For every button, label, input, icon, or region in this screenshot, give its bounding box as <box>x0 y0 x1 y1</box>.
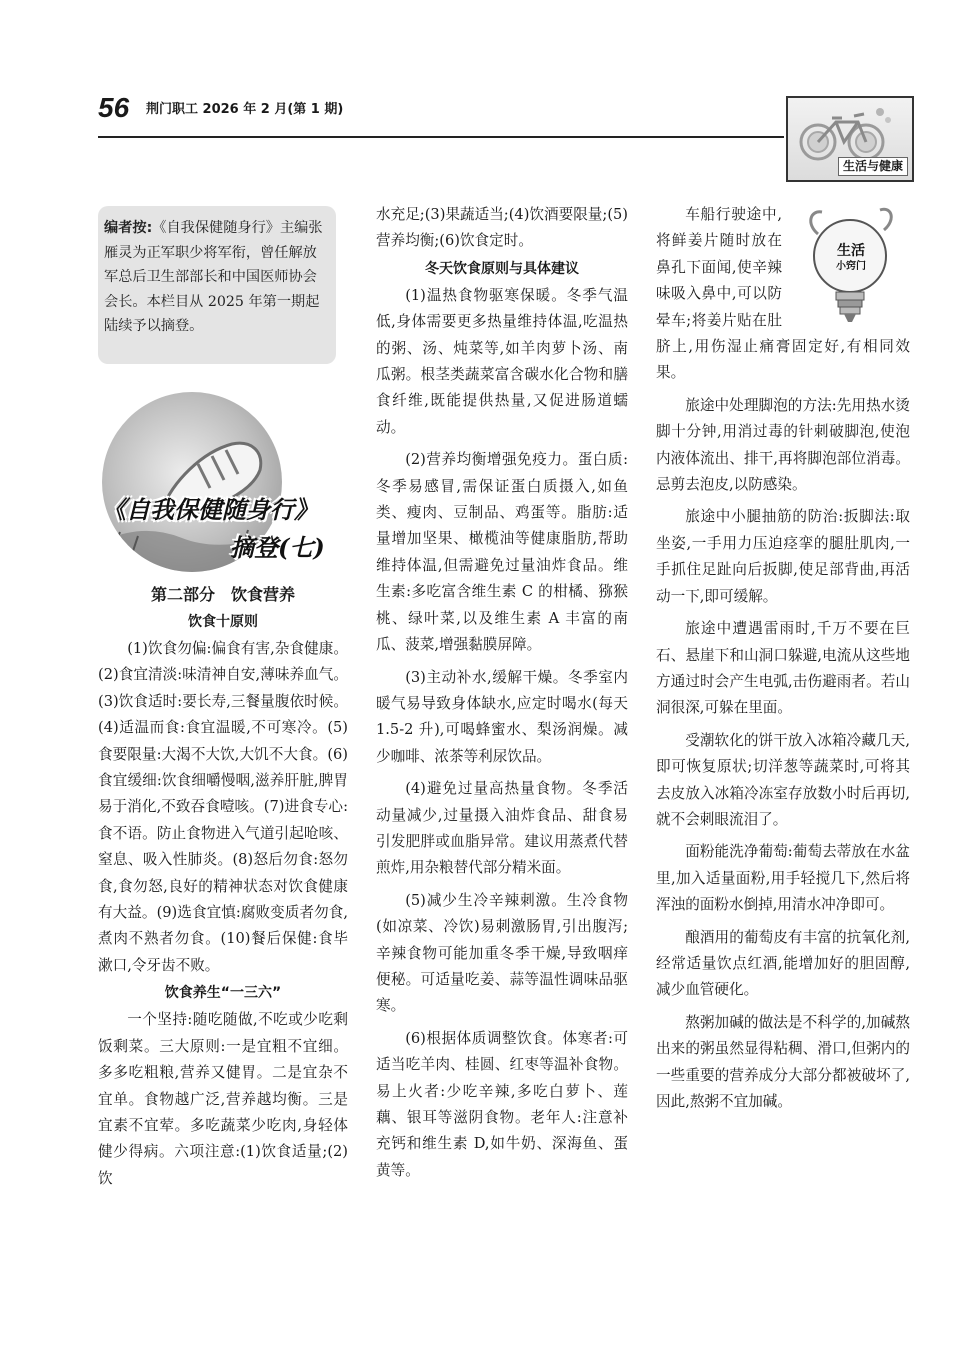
journal-issue: 荆门职工 2026 年 2 月(第 1 期) <box>146 102 344 117</box>
paragraph: (1)温热食物驱寒保暖。冬季气温低,身体需要更多热量维持体温,吃温热的粥、汤、炖菜等,如羊肉萝卜汤、南瓜粥。根茎类蔬菜富含碳水化合物和膳食纤维,既能提供热量,又促进肠道蠕动。 <box>376 286 628 436</box>
paragraph: 受潮软化的饼干放入冰箱冷藏几天,即可恢复原状;切洋葱等蔬菜时,可将其去皮放入冰箱冷冻室存放数小时后再切,就不会刺眼流泪了。 <box>656 731 910 828</box>
column-2 <box>376 202 628 1184</box>
paragraph: 旅途中小腿抽筋的防治:扳脚法:取坐姿,一手用力压迫痉挛的腿肚肌肉,一手抓住足趾向后扳脚,使足部背曲,再活动一下,即可缓解。 <box>656 508 910 605</box>
paragraph: (3)主动补水,缓解干燥。冬季室内暖气易导致身体缺水,应定时喝水(每天 1.5-2 升),可喝蜂蜜水、梨汤润燥。减少咖啡、浓茶等利尿饮品。 <box>376 668 628 765</box>
paragraph: 酿酒用的葡萄皮有丰富的抗氧化剂,经常适量饮点红酒,能增加好的胆固醇,减少血管硬化。 <box>656 928 910 999</box>
section-heading: 冬天饮食原则与具体建议 <box>425 260 579 277</box>
page-header <box>98 92 784 138</box>
section-heading: 饮食养生“一三六” <box>164 985 282 1002</box>
editor-note-label: 编者按: <box>104 220 153 236</box>
series-hero <box>98 392 356 582</box>
paragraph: (5)减少生冷辛辣刺激。生冷食物(如凉菜、冷饮)易刺激肠胃,引出腹泻;辛辣食物可能加重冬季干燥,导致咽痒便秘。可适量吃姜、蒜等温性调味品驱寒。 <box>376 891 628 1015</box>
paragraph: 熬粥加碱的做法是不科学的,加碱熬出来的粥虽然显得粘稠、滑口,但粥内的一些重要的营养成分大部分都被破坏了,因此,熬粥不宜加碱。 <box>656 1013 910 1110</box>
paragraph: 车船行驶途中,将鲜姜片随时放在鼻孔下面闻,使辛辣味吸入鼻中,可以防晕车;将姜片贴在肚脐上,用伤湿止痛膏固定好,有相同效果。 <box>656 206 910 382</box>
column-1 <box>98 608 348 1192</box>
paragraph: 一个坚持:随吃随做,不吃或少吃剩饭剩菜。三大原则:一是宜粗不宜细。多多吃粗粮,营养又健胃。二是宜杂不宜单。食物越广泛,营养越均衡。三是宜素不宜荤。多吃蔬菜少吃肉,身轻体健少得病。六项注意:(1)饮食适量;(2)饮 <box>98 1011 348 1187</box>
paragraph: (1)饮食勿偏:偏食有害,杂食健康。(2)食宜清淡:味清神自安,薄味养血气。(3)饮食适时:要长寿,三餐量腹依时候。(4)适温而食:食宜温暖,不可寒冷。(5)食要限量:大渴不大饮,大饥不大食。(6)食宜缓细:饮食细嚼慢咽,滋养肝脏,脾胃易于消化,不致吞食噎咳。(7)进食专心:食不语。防止食物进入气道引起呛咳、窒息、吸入性肺炎。(8)怒后勿食:怒勿食,食勿怒,良好的精神状态对饮食健康有大益。(9)选食宜慎:腐败变质者勿食,煮肉不熟者勿食。(10)餐后保健:食毕漱口,令牙齿不败。 <box>98 640 348 974</box>
paragraph: 旅途中处理脚泡的方法:先用热水烫脚十分钟,用消过毒的针刺破脚泡,使泡内液体流出、排干,再将脚泡部位消毒。忌剪去泡皮,以防感染。 <box>656 396 910 494</box>
tips-badge <box>790 204 910 328</box>
editor-note-text: 《自我保健随身行》主编张雁灵为正军职少将军衔，曾任解放军总后卫生部部长和中国医师协会会长。本栏目从 2025 年第一期起陆续予以摘登。 <box>104 220 323 334</box>
editor-note <box>98 206 336 364</box>
column-3 <box>656 202 910 1115</box>
column-badge-label: 生活与健康 <box>838 157 908 176</box>
paragraph: (6)根据体质调整饮食。体寒者:可适当吃羊肉、桂圆、红枣等温补食物。易上火者:少吃辛辣,多吃白萝卜、莲藕、银耳等滋阴食物。老年人:注意补充钙和维生素 D,如牛奶、深海鱼、蛋黄等。 <box>376 1029 628 1179</box>
paragraph: (2)营养均衡增强免疫力。蛋白质:冬季易感冒,需保证蛋白质摄入,如鱼类、瘦肉、豆制品、鸡蛋等。脂肪:适量增加坚果、橄榄油等健康脂肪,帮助维持体温,但需避免过量油炸食品。维生素:多吃富含维生素 C 的柑橘、猕猴桃、绿叶菜,以及维生素 A 丰富的南瓜、菠菜,增强黏膜屏障。 <box>376 451 628 654</box>
paragraph: 旅途中遭遇雷雨时,千万不要在巨石、悬崖下和山洞口躲避,电流从这些地方通过时会产生电弧,击伤避雨者。若山洞很深,可躲在里面。 <box>656 620 910 717</box>
tips-badge-line1: 生活 <box>837 243 865 259</box>
paragraph: 面粉能洗净葡萄:葡萄去蒂放在水盆里,加入适量面粉,用手轻搅几下,然后将浑浊的面粉水倒掉,用清水冲净即可。 <box>656 843 910 914</box>
series-title: 《自我保健随身行》 <box>102 495 318 524</box>
column-badge <box>786 96 914 182</box>
tips-badge-text <box>820 242 882 274</box>
series-subtitle: 摘登(七) <box>230 533 325 562</box>
page-number: 56 <box>98 92 130 123</box>
section-heading: 饮食十原则 <box>188 614 258 630</box>
tips-badge-line2: 小窍门 <box>836 261 866 272</box>
part-title: 第二部分 饮食营养 <box>150 585 295 604</box>
paragraph: (4)避免过量高热量食物。冬季活动量减少,过量摄入油炸食品、甜食易引发肥胖或血脂异常。建议用蒸煮代替煎炸,用杂粮替代部分精米面。 <box>376 780 628 877</box>
paragraph: 水充足;(3)果蔬适当;(4)饮酒要限量;(5)营养均衡;(6)饮食定时。 <box>376 206 628 250</box>
